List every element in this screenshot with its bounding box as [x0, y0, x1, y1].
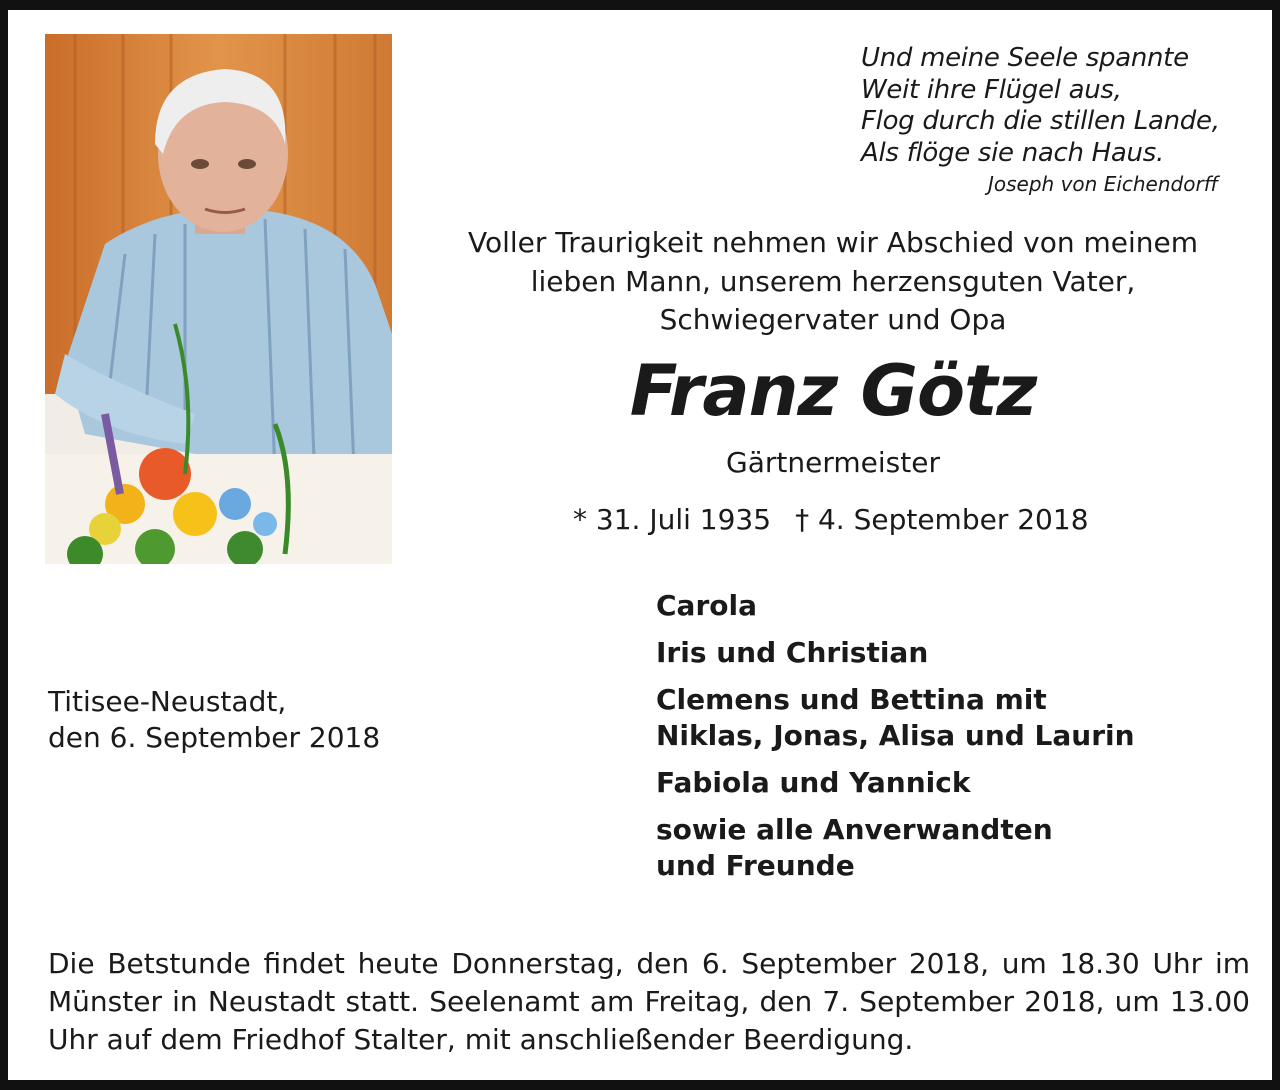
poem-line: Als flöge sie nach Haus. [861, 137, 1164, 168]
mourner-group [656, 765, 1135, 801]
poem [861, 43, 1220, 169]
death-date: † 4. September 2018 [795, 503, 1089, 536]
mourner-group [656, 812, 1135, 884]
poem-line: Flog durch die stillen Lande, [861, 106, 1220, 136]
intro-line: Voller Traurigkeit nehmen wir Abschied von meinem [467, 226, 1199, 259]
mourner-line: Clemens und Bettina mit [656, 683, 1047, 716]
mourner-line: und Freunde [656, 849, 855, 882]
intro-line: lieben Mann, unserem herzensguten Vater, [530, 264, 1136, 298]
mourner-line: Niklas, Jonas, Alisa und Laurin [656, 719, 1135, 752]
mourner-line: sowie alle Anverwandten [656, 813, 1053, 846]
service-notice: Die Betstunde findet heute Donnerstag, den 6. September 2018, um 18.30 Uhr im Münster in Neustadt statt. Seelenamt am Freitag, den 7. September 2018, um 13.00 Uhr auf dem Friedhof Stalter, mit anschließender Beerdigung. [48, 947, 1250, 1056]
mourner-line: Iris und Christian [656, 636, 929, 669]
mourner-line: Fabiola und Yannick [656, 766, 971, 799]
intro-line: Schwiegervater und Opa [659, 303, 1007, 336]
mourner-group [656, 682, 1135, 754]
intro-text [428, 224, 1238, 340]
poem-line: Und meine Seele spannte [861, 43, 1189, 73]
birth-date: * 31. Juli 1935 [573, 503, 772, 536]
portrait-photo [45, 34, 392, 564]
mourner-group [656, 588, 1135, 624]
mourner-group [656, 635, 1135, 671]
poem-author: Joseph von Eichendorff [988, 172, 1219, 196]
mourner-line: Carola [656, 589, 757, 622]
mourners-list [656, 588, 1135, 895]
place-line: Titisee-Neustadt, [48, 685, 287, 718]
place-and-date [48, 684, 380, 756]
life-dates [573, 503, 1113, 536]
deceased-name: Franz Götz [629, 350, 1037, 432]
deceased-occupation: Gärtnermeister [726, 446, 940, 479]
date-line: den 6. September 2018 [48, 721, 381, 754]
poem-line: Weit ihre Flügel aus, [861, 74, 1122, 105]
